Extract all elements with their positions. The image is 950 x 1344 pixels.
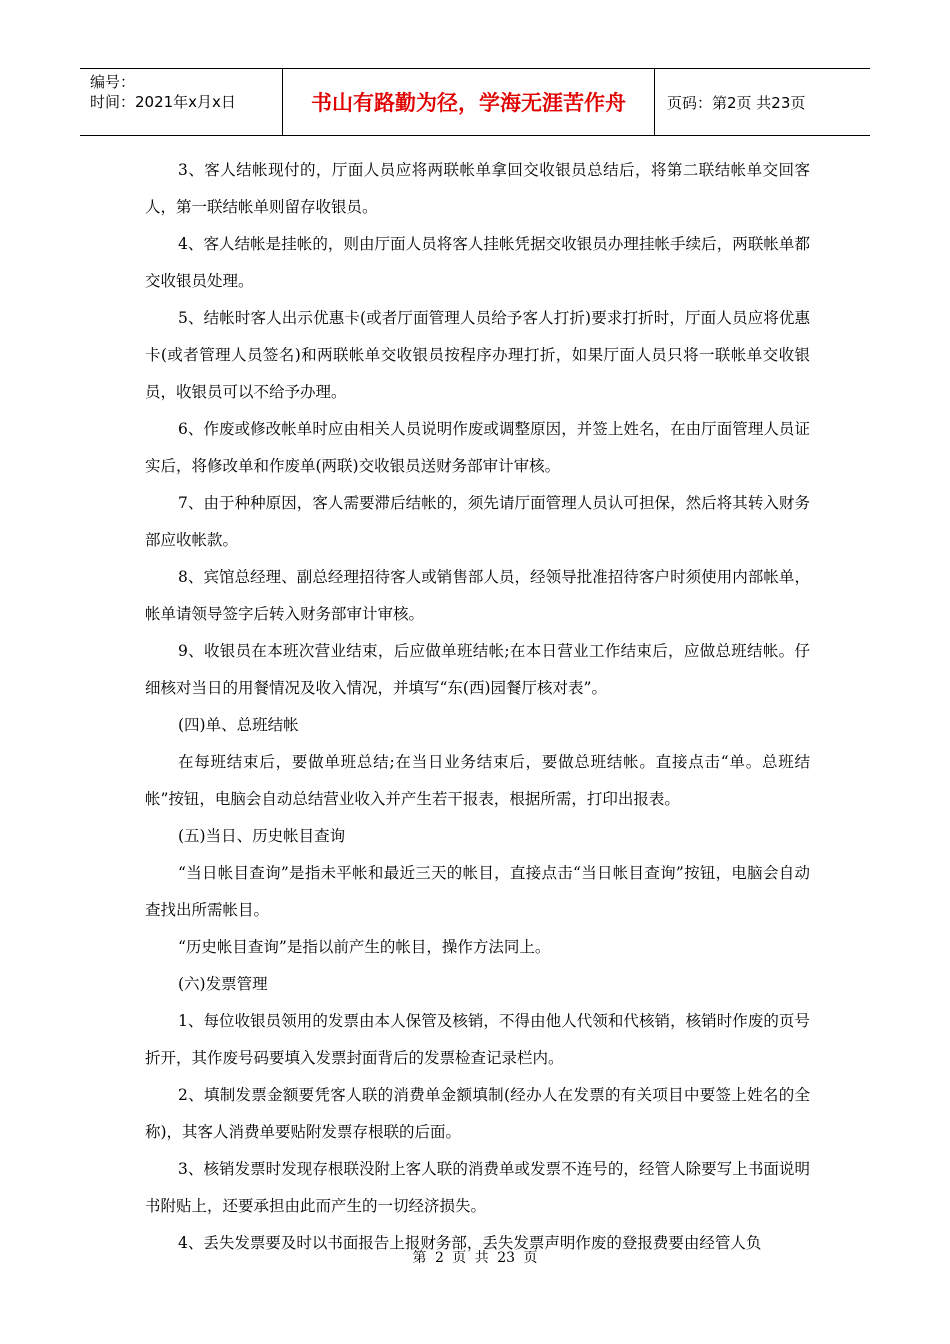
paragraph: 4、客人结帐是挂帐的，则由厅面人员将客人挂帐凭据交收银员办理挂帐手续后，两联帐单都交收银员处理。 [145,235,810,290]
paragraph: 7、由于种种原因，客人需要滞后结帐的，须先请厅面管理人员认可担保，然后将其转入财务部应收帐款。 [145,494,810,549]
section-heading: (五)当日、历史帐目查询 [178,827,346,845]
paragraph: 在每班结束后，要做单班总结;在当日业务结束后，要做总班结帐。直接点击“单。总班结帐”按钮，电脑会自动总结营业收入并产生若干报表，根据所需，打印出报表。 [145,753,810,808]
paragraph: 1、每位收银员领用的发票由本人保管及核销，不得由他人代领和代核销，核销时作废的页号折开，其作废号码要填入发票封面背后的发票检查记录栏内。 [145,1012,810,1067]
header-motto: 书山有路勤为径，学海无涯苦作舟 [283,69,655,135]
paragraph: 5、结帐时客人出示优惠卡(或者厅面管理人员给予客人打折)要求打折时，厅面人员应将优惠卡(或者管理人员签名)和两联帐单交收银员按程序办理打折，如果厅面人员只将一联帐单交收银员，收银员可以不给予办理。 [145,309,810,401]
code-label: 编号： [90,73,136,91]
paragraph: 4、丢失发票要及时以书面报告上报财务部，丢失发票声明作废的登报费要由经管人负 [178,1234,762,1252]
page-footer: 第 2 页 共 23 页 [412,1250,538,1266]
paragraph: 6、作废或修改帐单时应由相关人员说明作废或调整原因，并签上姓名，在由厅面管理人员证实后，将修改单和作废单(两联)交收银员送财务部审计审核。 [145,420,810,475]
header-meta [80,69,283,135]
section-heading: (四)单、总班结帐 [178,716,299,734]
paragraph: 8、宾馆总经理、副总经理招待客人或销售部人员，经领导批准招待客户时须使用内部帐单，帐单请领导签字后转入财务部审计审核。 [145,568,810,623]
header-page-number: 页码：第2页 共23页 [667,93,806,112]
document-body [145,152,810,1262]
paragraph: 3、核销发票时发现存根联没附上客人联的消费单或发票不连号的，经管人除要写上书面说明书附贴上，还要承担由此而产生的一切经济损失。 [145,1160,810,1215]
paragraph: 3、客人结帐现付的，厅面人员应将两联帐单拿回交收银员总结后，将第二联结帐单交回客人，第一联结帐单则留存收银员。 [145,161,810,216]
paragraph: 2、填制发票金额要凭客人联的消费单金额填制(经办人在发票的有关项目中要签上姓名的全称)，其客人消费单要贴附发票存根联的后面。 [145,1086,810,1141]
date-label: 时间：2021年x月x日 [90,93,236,111]
paragraph: “当日帐目查询”是指未平帐和最近三天的帐目，直接点击“当日帐目查询”按钮，电脑会自动查找出所需帐目。 [145,864,810,919]
document-header [80,68,870,136]
paragraph: “历史帐目查询”是指以前产生的帐目，操作方法同上。 [178,938,551,956]
paragraph: 9、收银员在本班次营业结束，后应做单班结帐;在本日营业工作结束后，应做总班结帐。仔细核对当日的用餐情况及收入情况，并填写“东(西)园餐厅核对表”。 [145,642,810,697]
section-heading: (六)发票管理 [178,975,268,993]
